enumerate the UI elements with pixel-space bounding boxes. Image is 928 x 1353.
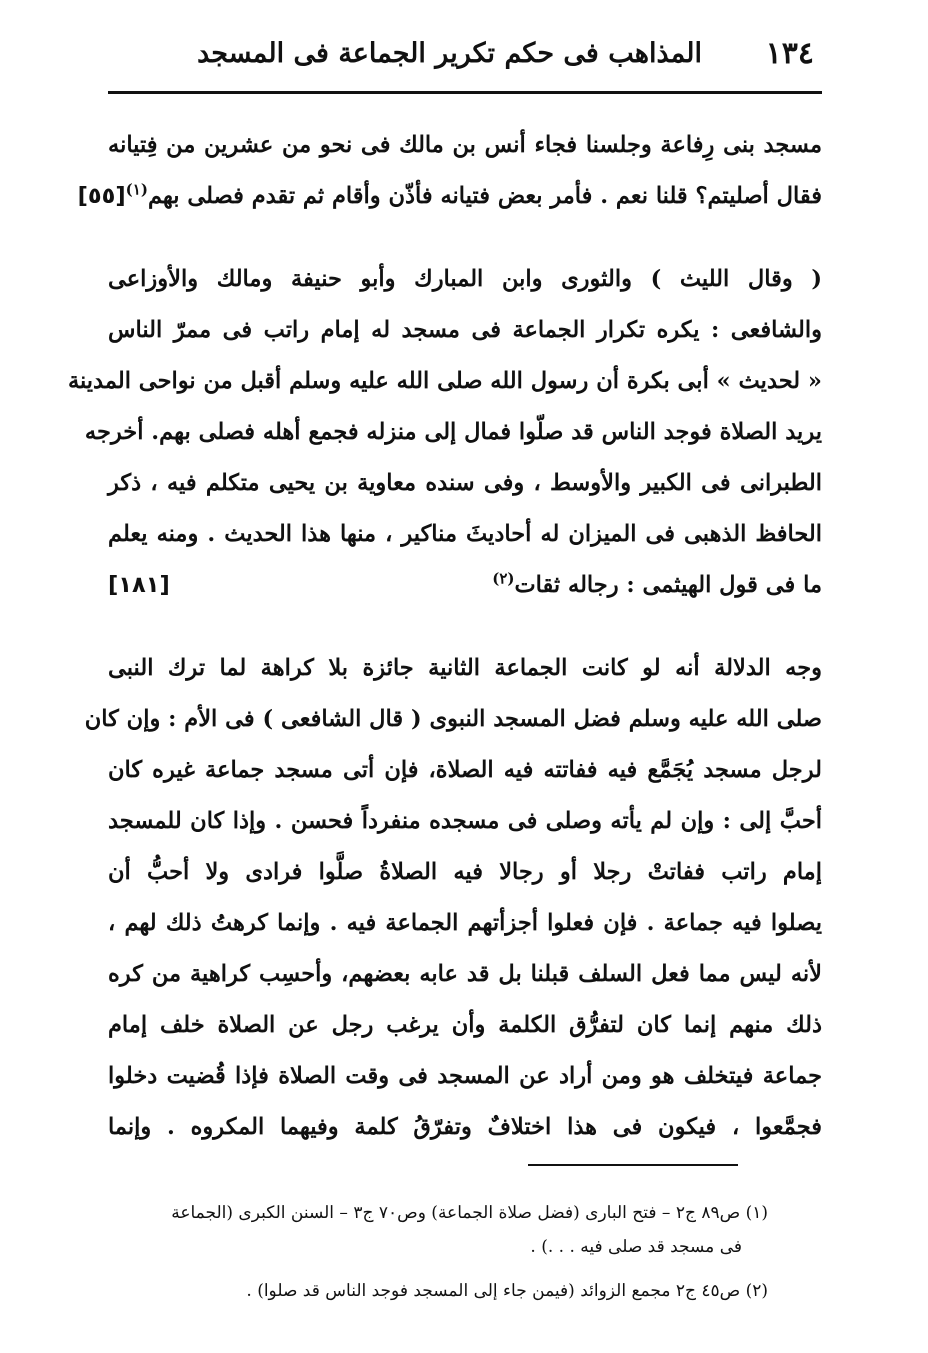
text-line	[77, 171, 822, 222]
text-line-words: ما فى قول الهيثمى : رجاله ثقات	[514, 572, 822, 598]
text-line-words: فقال أصليتم؟ قلنا نعم . فأمر بعض فتيانه فأذّن وأقام ثم تقدم فصلى بهم	[147, 183, 822, 209]
text-line: ( وقال الليث ) والثورى وابن المبارك وأبو حنيفة ومالك والأوزاعى	[108, 266, 822, 292]
paragraph-gap	[108, 222, 822, 254]
text-line: جماعة فيتخلف هو ومن أراد عن المسجد فى وقت الصلاة فإذا قُضيت دخلوا	[108, 1063, 822, 1089]
page-number: ١٣٤	[765, 36, 814, 71]
footnote-1	[108, 1196, 768, 1264]
text-line: مسجد بنى رِفاعة وجلسنا فجاء أنس بن مالك فى نحو من عشرين من فِتيانه	[108, 132, 823, 158]
text-line: ذلك منهم إنما كان لتفرُّق الكلمة وأن يرغب رجل عن الصلاة خلف إمام	[108, 1012, 822, 1038]
text-line: لأنه ليس مما فعل السلف قبلنا بل قد عابه بعضهم، وأحسِب كراهية من كره	[108, 961, 822, 987]
text-line: يريد الصلاة فوجد الناس قد صلّوا فمال إلى منزله فجمع أهله فصلى بهم. أخرجه	[84, 419, 822, 445]
text-line-content	[492, 560, 822, 611]
footnotes	[108, 1196, 768, 1308]
paragraph-2	[67, 254, 822, 611]
reference-number: [١٨١]	[108, 572, 170, 598]
footnote-line: فى مسجد قد صلى فيه . . .) .	[530, 1237, 742, 1257]
reference-number: [٥٥]	[77, 183, 126, 209]
text-line: صلى الله عليه وسلم فضل المسجد النبوى ( قال الشافعى ) فى الأم : وإن كان	[84, 706, 822, 732]
running-title: المذاهب فى حكم تكرير الجماعة فى المسجد	[197, 38, 702, 69]
paragraph-gap	[108, 611, 822, 643]
footnote-gap	[108, 1264, 768, 1274]
text-line: أحبَّ إلى : وإن لم يأته وصلى فى مسجده منفرداً فحسن . وإذا كان للمسجد	[108, 808, 822, 834]
footnote-rule	[528, 1164, 738, 1166]
text-line: وجه الدلالة أنه لو كانت الجماعة الثانية جائزة بلا كراهة لما ترك النبى	[108, 655, 822, 681]
text-line: إمام راتب ففاتتْ رجلا أو رجالا فيه الصلاةُ صلَّوا فرادى ولا أحبُّ أن	[108, 859, 822, 885]
text-line	[108, 560, 822, 611]
page-header	[108, 28, 822, 78]
header-rule	[108, 91, 822, 94]
footnote-2	[108, 1274, 768, 1308]
footnote-line: (١) ص٨٩ ج٢ – فتح البارى (فضل صلاة الجماعة) وص٧٠ ج٣ – السنن الكبرى (الجماعة	[171, 1203, 768, 1223]
paragraph-3	[84, 643, 822, 1153]
text-line: الحافظ الذهبى فى الميزان له أحاديثَ مناكير ، منها هذا الحديث . ومنه يعلم	[108, 521, 822, 547]
main-text	[67, 120, 823, 1153]
paragraph-1	[77, 120, 823, 222]
text-line: الطبرانى فى الكبير والأوسط ، وفى سنده معاوية بن يحيى متكلم فيه ، ذكر	[108, 470, 822, 496]
footnote-mark: (٢)	[492, 569, 515, 588]
text-line-content	[126, 171, 822, 222]
text-line: فجمَّعوا ، فيكون فى هذا اختلافٌ وتفرّقُ كلمة وفيهما المكروه . وإنما	[108, 1114, 822, 1140]
text-line: لرجل مسجد يُجَمَّع فيه ففاتته فيه الصلاة، فإن أتى مسجد جماعة غيره كان	[108, 757, 822, 783]
footnote-line: (٢) ص٤٥ ج٢ مجمع الزوائد (فيمن جاء إلى المسجد فوجد الناس قد صلوا) .	[246, 1281, 768, 1301]
text-line: يصلوا فيه جماعة . فإن فعلوا أجزأتهم الجماعة فيه . وإنما كرهتُ ذلك لهم ،	[108, 910, 822, 936]
footnote-mark: (١)	[125, 180, 148, 199]
text-line: « لحديث » أبى بكرة أن رسول الله صلى الله عليه وسلم أقبل من نواحى المدينة	[67, 368, 822, 394]
text-line: والشافعى : يكره تكرار الجماعة فى مسجد له إمام راتب فى ممرّ الناس	[108, 317, 822, 343]
